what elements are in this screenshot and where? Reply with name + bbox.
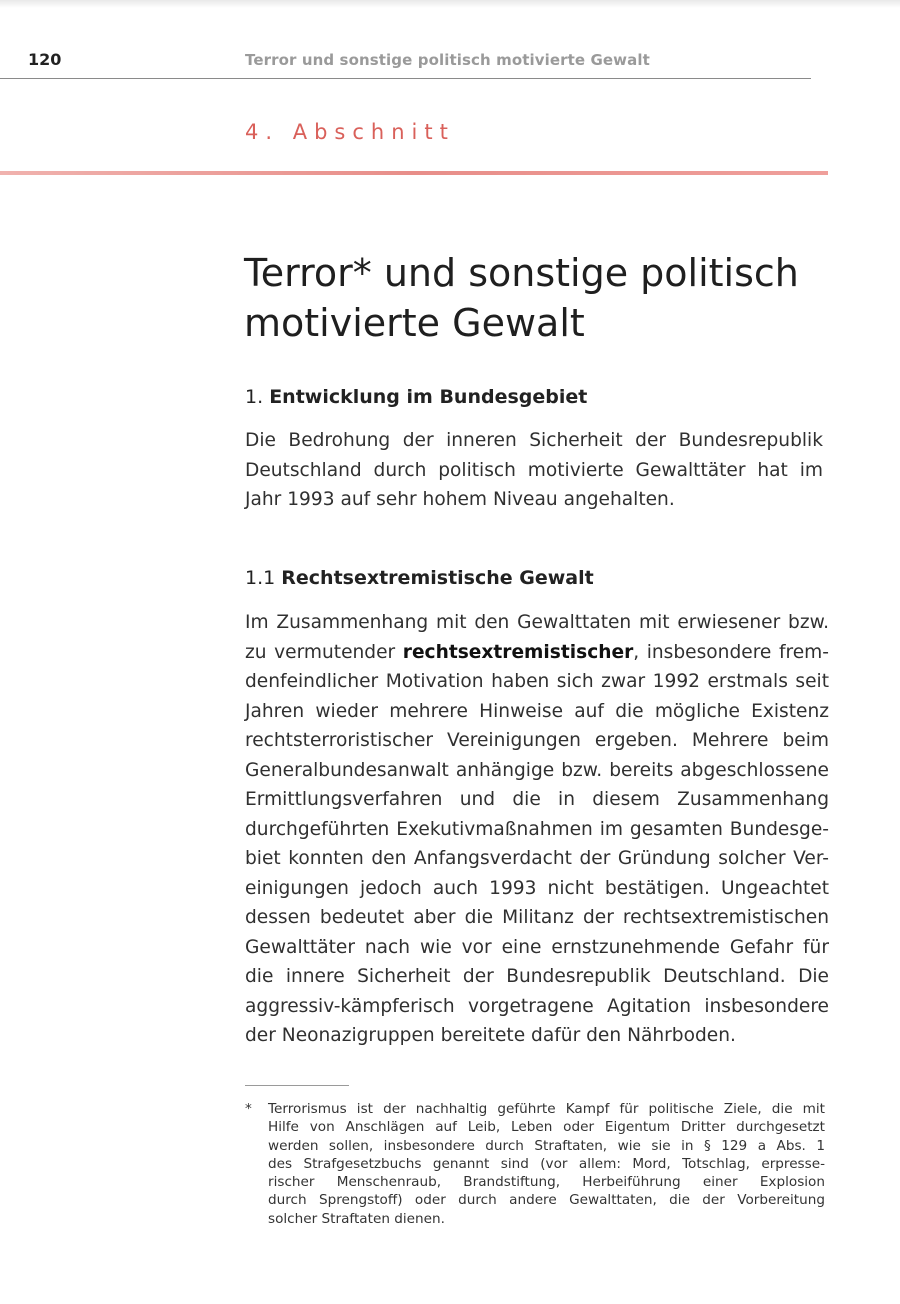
section-divider [0, 171, 828, 175]
heading-title: Entwicklung im Bundesgebiet [269, 386, 588, 408]
text-line: Gewalttäter nach wie vor eine ernstzunehmende Gefahr für [245, 936, 829, 958]
footnote-text [268, 1100, 825, 1228]
text-line: durchgeführten Exekutivmaßnahmen im gesamten Bundesge- [245, 818, 829, 840]
intro-paragraph [245, 426, 823, 515]
heading-rechtsextremistische-gewalt [245, 567, 594, 589]
running-header [28, 50, 838, 74]
text-line: biet konnten den Anfangsverdacht der Gründung solcher Ver- [245, 848, 829, 869]
text-line: Ermittlungsverfahren und die in diesem Zusammenhang [245, 789, 829, 810]
section-label: 4. Abschnitt [245, 120, 455, 144]
text-line: der Neonazigruppen bereitete dafür den Nährboden. [245, 1025, 736, 1046]
footnote-marker: * [245, 1101, 252, 1117]
text-line [245, 638, 829, 668]
header-divider [0, 78, 811, 79]
text-line: rechtsterroristischer Vereinigungen ergeben. Mehrere beim [245, 730, 829, 751]
chapter-title-line: Terror* und sonstige politisch [244, 251, 799, 295]
footnote-line: durch Sprengstoff) oder durch andere Gewalttaten, die der Vorbereitung [268, 1192, 825, 1209]
footnote-line: Hilfe von Anschlägen auf Leib, Leben oder Eigentum Dritter durchgesetzt [268, 1119, 825, 1136]
heading-title: Rechtsextremistische Gewalt [281, 567, 594, 589]
text-line: aggressiv-kämpferisch vorgetragene Agitation insbesondere [245, 995, 829, 1017]
running-title: Terror und sonstige politisch motivierte Gewalt [245, 51, 650, 69]
text-run: zu vermutender [245, 641, 403, 663]
footnote-line: Terrorismus ist der nachhaltig geführte Kampf für politische Ziele, die mit [268, 1101, 825, 1117]
chapter-title [244, 248, 844, 348]
text-line: Die Bedrohung der inneren Sicherheit der Bundesrepublik [245, 430, 823, 451]
chapter-title-line: motivierte Gewalt [244, 301, 585, 345]
scan-edge-shade [0, 0, 900, 8]
text-line: Jahren wieder mehrere Hinweise auf die mögliche Existenz [245, 700, 829, 722]
footnote-line: rischer Menschenraub, Brandstiftung, Herbeiführung einer Explosion [268, 1174, 825, 1191]
footnote-divider [245, 1085, 349, 1086]
text-line: Deutschland durch politisch motivierte Gewalttäter hat im [245, 459, 823, 481]
text-line: Jahr 1993 auf sehr hohem Niveau angehalten. [245, 489, 675, 510]
text-line: einigungen jedoch auch 1993 nicht bestätigen. Ungeachtet [245, 877, 829, 899]
text-line: Im Zusammenhang mit den Gewalttaten mit erwiesener bzw. [245, 612, 829, 633]
text-line: Generalbundesanwalt anhängige bzw. bereits abgeschlossene [245, 759, 829, 781]
heading-number: 1.1 [245, 567, 276, 589]
emphasis-term: rechtsextremistischer [402, 641, 634, 663]
heading-number: 1. [245, 386, 264, 408]
page-number: 120 [28, 50, 62, 69]
text-line: denfeindlicher Motivation haben sich zwar 1992 erstmals seit [245, 671, 829, 692]
footnote-line: des Strafgesetzbuchs genannt sind (vor allem: Mord, Totschlag, erpresse- [268, 1155, 825, 1172]
text-line: die innere Sicherheit der Bundesrepublik Deutschland. Die [245, 966, 829, 987]
heading-entwicklung [245, 386, 587, 408]
body-paragraph [245, 608, 829, 1051]
text-run: , insbesondere frem- [633, 641, 829, 663]
text-line: dessen bedeutet aber die Militanz der rechtsextremistischen [245, 907, 829, 928]
footnote-line: solcher Straftaten dienen. [268, 1210, 445, 1227]
footnote-line: werden sollen, insbesondere durch Straftaten, wie sie in § 129 a Abs. 1 [268, 1137, 825, 1154]
footnote [245, 1100, 825, 1228]
